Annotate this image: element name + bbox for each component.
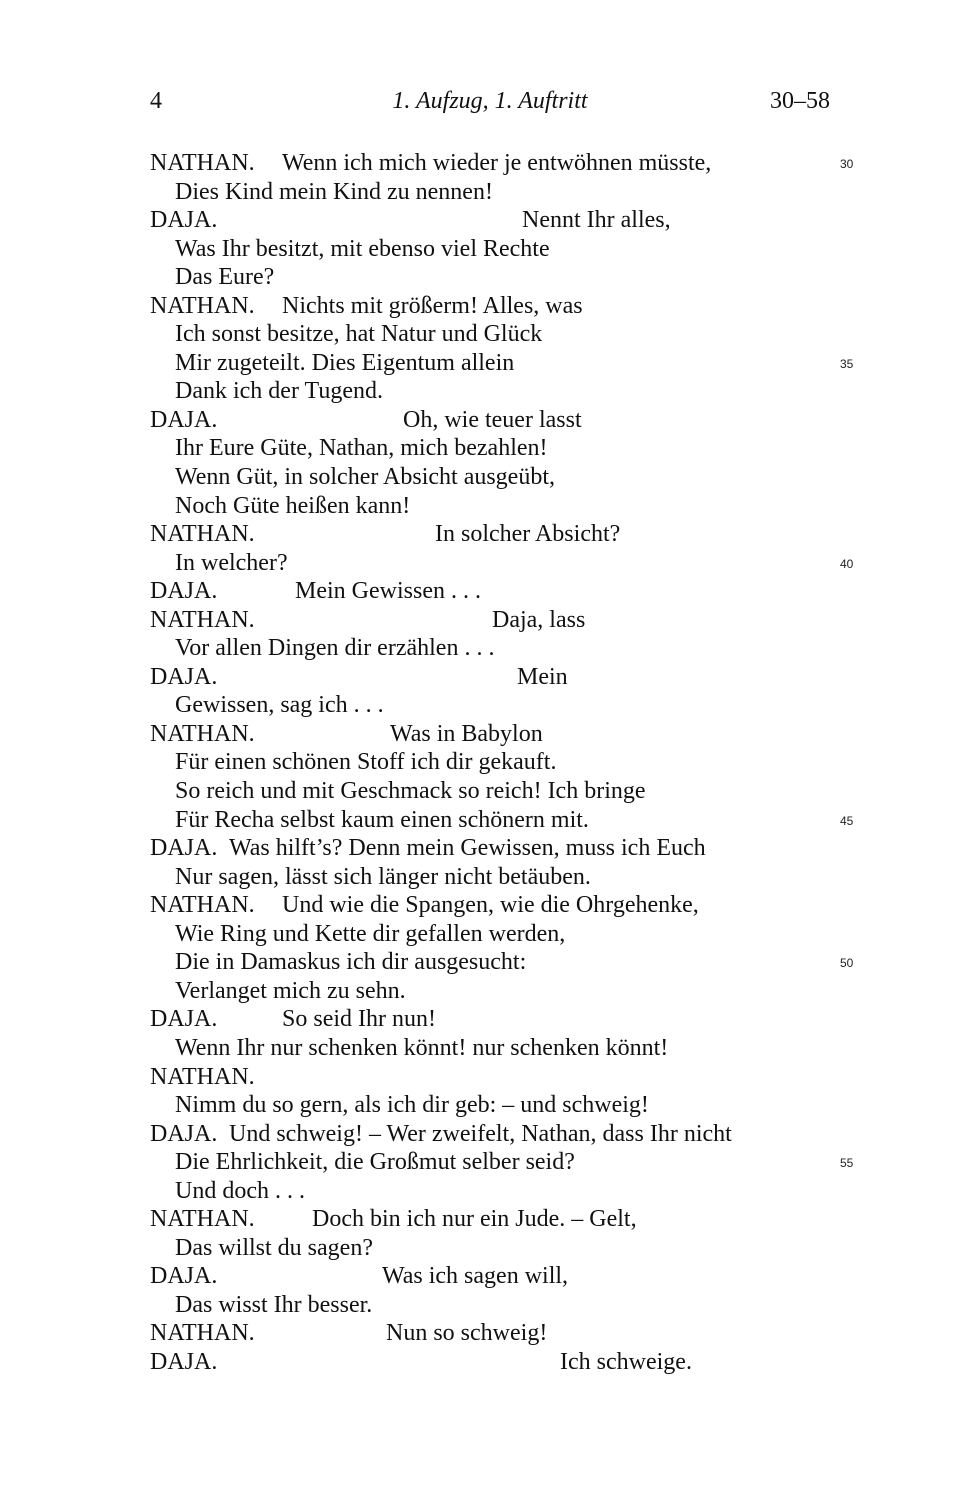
verse-line: [150, 606, 870, 635]
verse-line: [150, 549, 870, 578]
verse-line: [150, 691, 870, 720]
speaker-name: NATHAN.: [150, 521, 255, 548]
verse-line: [150, 434, 870, 463]
verse-line: [150, 206, 870, 235]
verse-line: [150, 292, 870, 321]
verse-text: Was ich sagen will,: [382, 1263, 569, 1290]
verse-line: [150, 406, 870, 435]
dialogue-text: [150, 149, 870, 1377]
verse-text: Dies Kind mein Kind zu nennen!: [175, 178, 493, 205]
verse-line: [150, 920, 870, 949]
verse-line: [150, 663, 870, 692]
line-number: 55: [840, 1156, 854, 1171]
speaker-name: DAJA.: [150, 1263, 218, 1290]
verse-text: So reich und mit Geschmack so reich! Ich bringe: [175, 778, 646, 805]
speaker-name: DAJA.: [150, 207, 218, 234]
verse-line: [150, 720, 870, 749]
verse-text: Oh, wie teuer lasst: [403, 406, 582, 433]
verse-line: [150, 1005, 870, 1034]
verse-text: Was in Babylon: [390, 720, 543, 747]
speaker-name: NATHAN.: [150, 150, 255, 176]
verse-text: Das wisst Ihr besser.: [175, 1291, 373, 1318]
verse-line: [150, 1205, 870, 1234]
page-number: 4: [150, 88, 162, 114]
verse-line: [150, 634, 870, 663]
verse-line: [150, 1262, 870, 1291]
running-header: [150, 88, 830, 118]
speaker-name: DAJA.: [150, 1006, 218, 1033]
verse-line: [150, 377, 870, 406]
speaker-name: NATHAN.: [150, 892, 255, 919]
verse-text: Nun so schweig!: [386, 1320, 548, 1347]
verse-text: Dank ich der Tugend.: [175, 378, 383, 405]
verse-text: In welcher?: [175, 549, 288, 576]
verse-text: Mein: [517, 663, 568, 690]
verse-line: [150, 463, 870, 492]
verse-line: [150, 1063, 870, 1092]
speaker-name: DAJA.: [150, 578, 218, 605]
verse-line: [150, 948, 870, 977]
verse-text: Das willst du sagen?: [175, 1234, 373, 1261]
verse-text: Wenn Ihr nur schenken könnt! nur schenken könnt!: [175, 1034, 669, 1061]
verse-text: Vor allen Dingen dir erzählen . . .: [175, 635, 495, 662]
speaker-name: DAJA.: [150, 406, 218, 433]
speaker-name: NATHAN.: [150, 1063, 255, 1090]
verse-text: Mein Gewissen . . .: [295, 578, 481, 605]
verse-line: [150, 777, 870, 806]
verse-text: Für einen schönen Stoff ich dir gekauft.: [175, 749, 557, 776]
verse-line: [150, 977, 870, 1006]
line-number: 45: [840, 813, 854, 828]
verse-text: In solcher Absicht?: [435, 521, 621, 548]
verse-text: Ich schweige.: [560, 1348, 692, 1375]
verse-line: [150, 1319, 870, 1348]
verse-text: Gewissen, sag ich . . .: [175, 692, 384, 719]
verse-text: Wenn ich mich wieder je entwöhnen müsste,: [282, 150, 712, 176]
verse-text: Nichts mit größerm! Alles, was: [282, 292, 583, 319]
line-number: 50: [840, 956, 854, 971]
verse-text: Was hilft’s? Denn mein Gewissen, muss ich Euch: [229, 835, 706, 862]
verse-line: [150, 520, 870, 549]
verse-text: Ich sonst besitze, hat Natur und Glück: [175, 321, 543, 348]
speaker-name: DAJA.: [150, 1120, 218, 1147]
verse-text: Noch Güte heißen kann!: [175, 492, 411, 519]
verse-text: Die Ehrlichkeit, die Großmut selber seid?: [175, 1149, 575, 1176]
verse-text: Das Eure?: [175, 264, 275, 291]
verse-line: [150, 863, 870, 892]
line-number: 35: [840, 356, 854, 371]
line-number: 40: [840, 556, 854, 571]
verse-range: 30–58: [770, 88, 830, 114]
verse-line: [150, 1291, 870, 1320]
verse-line: [150, 1177, 870, 1206]
verse-text: Nimm du so gern, als ich dir geb: – und schweig!: [175, 1092, 649, 1119]
verse-text: Und schweig! – Wer zweifelt, Nathan, dass Ihr nicht: [229, 1120, 732, 1147]
verse-text: Für Recha selbst kaum einen schönern mit.: [175, 806, 589, 833]
verse-line: [150, 1034, 870, 1063]
speaker-name: NATHAN.: [150, 606, 255, 633]
verse-line: [150, 806, 870, 835]
speaker-name: NATHAN.: [150, 1206, 255, 1233]
verse-text: Nur sagen, lässt sich länger nicht betäuben.: [175, 863, 591, 890]
verse-text: Die in Damaskus ich dir ausgesucht:: [175, 949, 527, 976]
speaker-name: NATHAN.: [150, 292, 255, 319]
verse-line: [150, 235, 870, 264]
verse-line: [150, 1120, 870, 1149]
line-number: 30: [840, 157, 854, 171]
verse-text: Nennt Ihr alles,: [522, 207, 671, 234]
verse-line: [150, 1348, 870, 1377]
verse-line: [150, 1234, 870, 1263]
verse-line: [150, 1148, 870, 1177]
verse-line: [150, 149, 870, 178]
verse-text: Mir zugeteilt. Dies Eigentum allein: [175, 349, 515, 376]
verse-line: [150, 178, 870, 207]
verse-text: Und doch . . .: [175, 1177, 305, 1204]
verse-line: [150, 748, 870, 777]
verse-text: So seid Ihr nun!: [282, 1006, 436, 1033]
speaker-name: DAJA.: [150, 663, 218, 690]
speaker-name: NATHAN.: [150, 1320, 255, 1347]
verse-line: [150, 320, 870, 349]
verse-text: Ihr Eure Güte, Nathan, mich bezahlen!: [175, 435, 548, 462]
verse-text: Doch bin ich nur ein Jude. – Gelt,: [312, 1206, 637, 1233]
verse-text: Wenn Güt, in solcher Absicht ausgeübt,: [175, 464, 556, 491]
verse-text: Wie Ring und Kette dir gefallen werden,: [175, 920, 566, 947]
verse-text: Was Ihr besitzt, mit ebenso viel Rechte: [175, 235, 550, 262]
verse-text: Verlanget mich zu sehn.: [175, 977, 406, 1004]
verse-line: [150, 577, 870, 606]
speaker-name: NATHAN.: [150, 720, 255, 747]
verse-line: [150, 1091, 870, 1120]
speaker-name: DAJA.: [150, 835, 218, 862]
speaker-name: DAJA.: [150, 1348, 218, 1375]
verse-line: [150, 891, 870, 920]
verse-line: [150, 834, 870, 863]
verse-line: [150, 349, 870, 378]
verse-line: [150, 492, 870, 521]
running-title: 1. Aufzug, 1. Auftritt: [392, 88, 588, 114]
verse-text: Und wie die Spangen, wie die Ohrgehenke,: [282, 892, 699, 919]
verse-text: Daja, lass: [492, 606, 586, 633]
verse-line: [150, 263, 870, 292]
